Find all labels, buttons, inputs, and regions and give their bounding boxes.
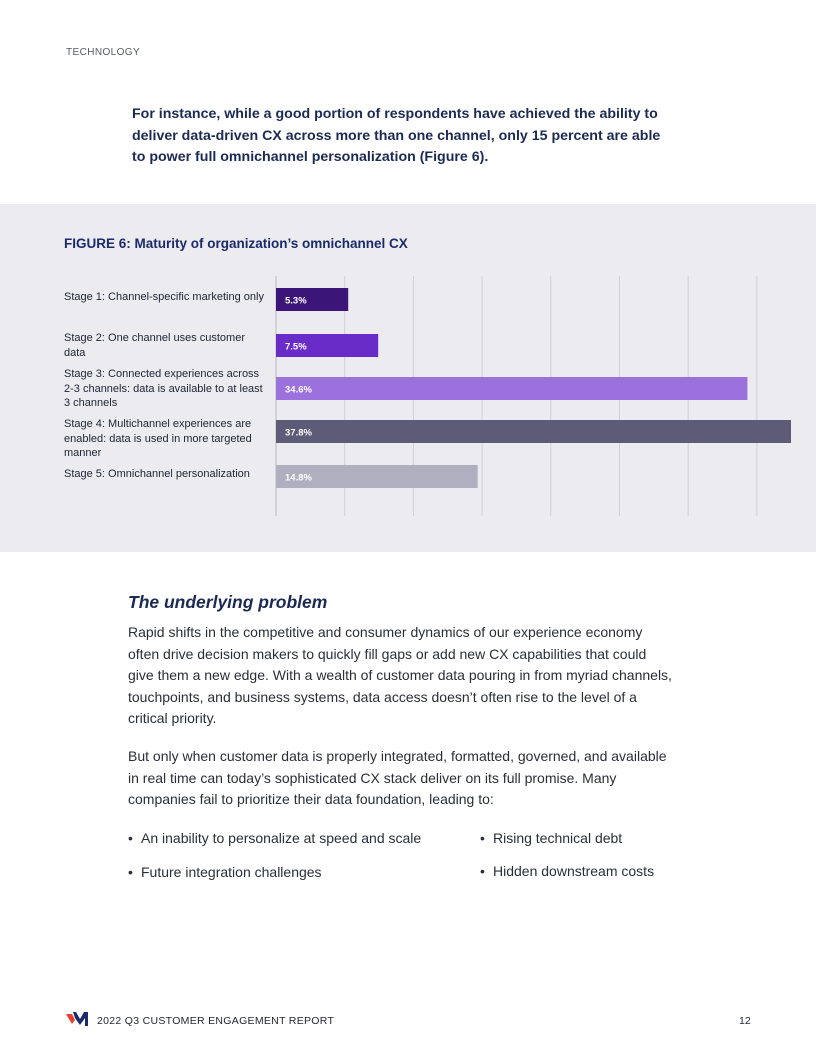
category-label-1: Stage 1: Channel-specific marketing only — [64, 291, 264, 303]
bullet-item: • An inability to personalize at speed and scale — [128, 830, 422, 846]
bar-stage-3 — [276, 377, 747, 400]
figure-panel — [0, 204, 816, 552]
bar-stage-4 — [276, 420, 791, 443]
bar-value-label-1: 5.3% — [285, 295, 307, 307]
bar-value-label-5: 14.8% — [285, 472, 312, 484]
section-heading: The underlying problem — [128, 592, 328, 612]
bar-value-label-3: 34.6% — [285, 384, 312, 396]
bar-value-label-2: 7.5% — [285, 341, 307, 353]
page-number: 12 — [739, 1015, 751, 1027]
figure-title: FIGURE 6: Maturity of organization’s omnichannel CX — [64, 236, 408, 251]
category-label-4: Stage 4: Multichannel experiences are enabled: data is used in more targeted manner — [64, 418, 252, 459]
m-logo-icon — [66, 1012, 90, 1026]
section-label: TECHNOLOGY — [66, 47, 141, 58]
bullet-item: • Hidden downstream costs — [480, 863, 655, 879]
bullet-item: • Future integration challenges — [128, 864, 322, 880]
bar-value-label-4: 37.8% — [285, 427, 312, 439]
bullet-item: • Rising technical debt — [480, 830, 623, 846]
body-paragraph-2: But only when customer data is properly integrated, formatted, governed, and available in real time can today’s sophisticated CX stack deliver on its full promise. Many companies fail to prioritize their data foundation, leading to: — [128, 748, 667, 807]
footer-report-title: 2022 Q3 CUSTOMER ENGAGEMENT REPORT — [97, 1015, 335, 1027]
bar-chart — [0, 204, 816, 552]
body-paragraph-1: Rapid shifts in the competitive and consumer dynamics of our experience economy often drive decision makers to quickly fill gaps or add new CX capabilities that could give them a new edge. With a wealth of customer data pouring in from myriad channels, touchpoints, and business systems, data access doesn’t often rise to the level of a critical priority. — [128, 624, 672, 726]
category-label-5: Stage 5: Omnichannel personalization — [64, 468, 250, 480]
category-label-2: Stage 2: One channel uses customer data — [64, 332, 245, 359]
intro-paragraph: For instance, while a good portion of respondents have achieved the ability to deliver data-driven CX across more than one channel, only 15 percent are able to power full omnichannel personalization (Figure 6). — [132, 106, 661, 165]
category-label-3: Stage 3: Connected experiences across 2-3 channels: data is available to at least 3 channels — [64, 368, 263, 409]
